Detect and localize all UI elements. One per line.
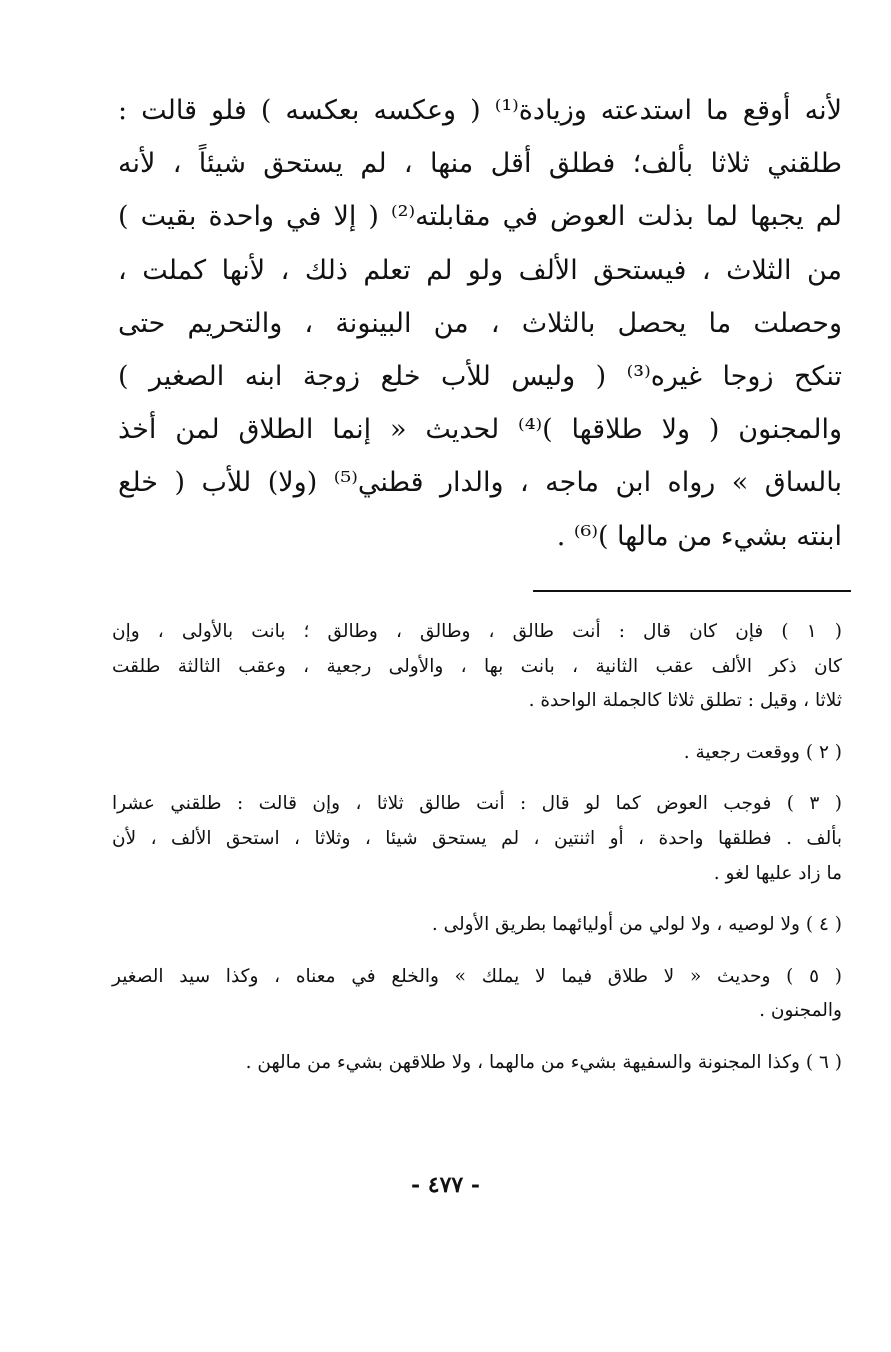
footnote-line: ( ١ ) فإن كان قال : أنت طالق ، وطالق ، وطالق ؛ بانت بالأولى ، وإن: [112, 621, 842, 642]
main-text-line: تنكح زوجا غيره⁽³⁾ ( وليس للأب خلع زوجة ابنه الصغير ): [118, 360, 842, 392]
footnote-6: [112, 1046, 842, 1081]
page-number: - ٤٧٧ -: [410, 1172, 481, 1198]
footnote-separator: [533, 590, 851, 592]
main-text-line: والمجنون ( ولا طلاقها )⁽⁴⁾ لحديث « إنما الطلاق لمن أخذ: [118, 414, 843, 446]
main-text-line: طلقني ثلاثا بألف؛ فطلق أقل منها ، لم يستحق شيئاً ، لأنه: [118, 148, 842, 180]
main-text-line: ابنته بشيء من مالها )⁽⁶⁾ .: [556, 520, 842, 552]
footnotes: [112, 615, 842, 1098]
main-text-line: بالساق » رواه ابن ماجه ، والدار قطني⁽⁵⁾ (ولا) للأب ( خلع: [118, 467, 842, 499]
footnote-3: [112, 787, 842, 891]
footnote-line: ثلاثا ، وقيل : تطلق ثلاثا كالجملة الواحدة .: [528, 690, 842, 712]
footnote-line: ما زاد عليها لغو .: [713, 862, 842, 884]
main-text-line: وحصلت ما يحصل بالثلاث ، من البينونة ، والتحريم حتى: [118, 307, 843, 339]
footnote-2: [112, 736, 842, 771]
footnote-5: [112, 960, 842, 1029]
main-text-line: من الثلاث ، فيستحق الألف ولو لم تعلم ذلك ، لأنها كملت ،: [118, 254, 842, 286]
main-text-line: لأنه أوقع ما استدعته وزيادة⁽¹⁾ ( وعكسه بعكسه ) فلو قالت :: [118, 95, 842, 126]
footnote-line: ( ٦ ) وكذا المجنونة والسفيهة بشيء من مالهما ، ولا طلاقهن بشيء من مالهن .: [245, 1051, 842, 1073]
footnote-line: بألف . فطلقها واحدة ، أو اثنتين ، لم يستحق شيئا ، وثلاثا ، استحق الألف ، لأن: [112, 827, 842, 849]
footnote-line: ( ٤ ) ولا لوصيه ، ولا لولي من أوليائهما بطريق الأولى .: [431, 914, 842, 936]
footnote-1: [112, 615, 842, 719]
main-text-line: لم يجبها لما بذلت العوض في مقابلته⁽²⁾ ( إلا في واحدة بقيت ): [118, 201, 842, 233]
main-text: [118, 84, 842, 563]
footnote-line: ( ٣ ) فوجب العوض كما لو قال : أنت طالق ثلاثا ، وإن قالت : طلقني عشرا: [112, 793, 842, 815]
footnote-line: كان ذكر الألف عقب الثانية ، بانت بها ، والأولى رجعية ، وعقب الثالثة طلقت: [112, 655, 842, 677]
footnote-line: والمجنون .: [759, 1000, 842, 1022]
footnote-line: ( ٢ ) ووقعت رجعية .: [683, 741, 842, 763]
footnote-4: [112, 908, 842, 943]
footnote-line: ( ٥ ) وحديث « لا طلاق فيما لا يملك » والخلع في معناه ، وكذا سيد الصغير: [112, 965, 842, 987]
